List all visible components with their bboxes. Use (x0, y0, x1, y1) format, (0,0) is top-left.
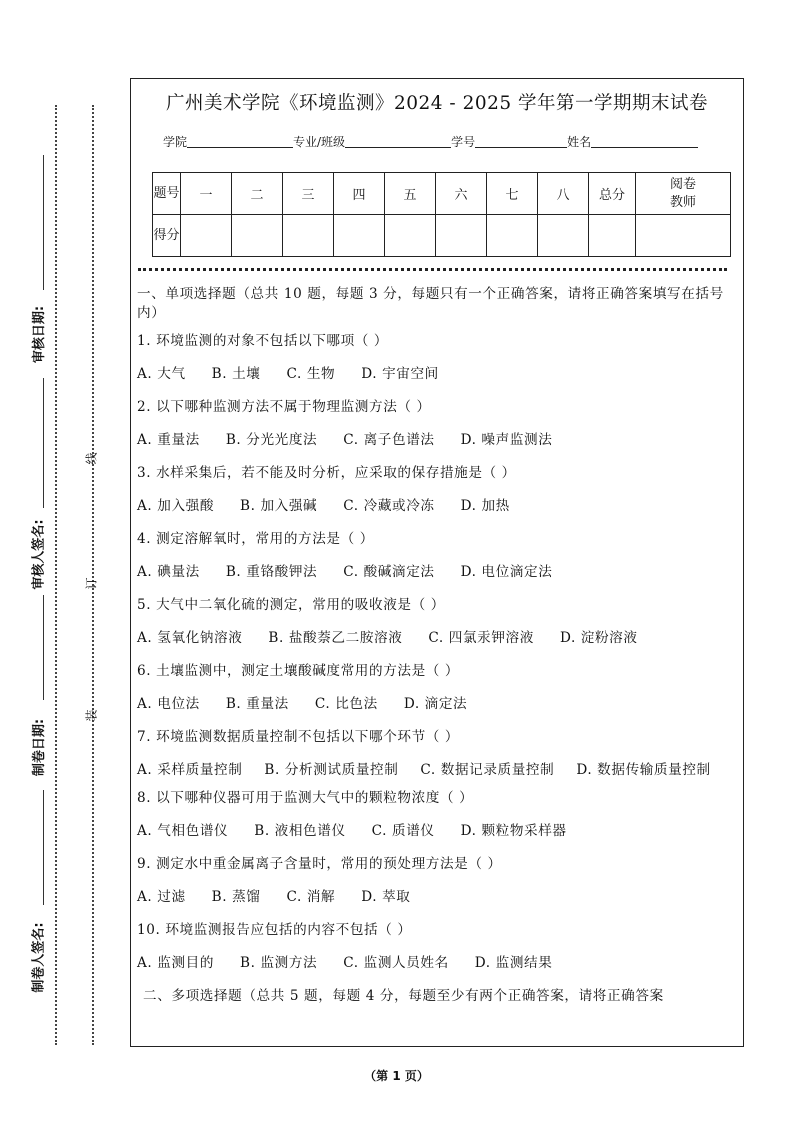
score-col-grader (636, 173, 731, 215)
option-b: B. 重铬酸钾法 (225, 564, 318, 580)
field-label-student-id: 学号 (451, 135, 476, 149)
option-d: D. 噪声监测法 (460, 432, 553, 448)
binding-mark-staple: 订 (84, 577, 99, 590)
score-cell[interactable] (232, 215, 283, 257)
signature-line (43, 155, 44, 290)
option-d: D. 数据传输质量控制 (576, 762, 711, 778)
college-blank[interactable] (187, 135, 293, 148)
exam-title: 广州美术学院《环境监测》2024 - 2025 学年第一学期期末试卷 (165, 93, 709, 114)
question-options (137, 563, 741, 596)
field-label-major-class: 专业/班级 (293, 135, 346, 149)
option-a: A. 电位法 (137, 696, 200, 712)
option-b: B. 监测方法 (240, 955, 318, 971)
score-col-total: 总分 (589, 173, 636, 215)
option-b: B. 盐酸萘乙二胺溶液 (268, 630, 403, 646)
option-c: C. 四氯汞钾溶液 (428, 630, 534, 646)
question-text: 7. 环境监测数据质量控制不包括以下哪个环节（ ） (137, 729, 460, 745)
option-c: C. 质谱仪 (371, 823, 435, 839)
exam-content (137, 285, 741, 1020)
question-options (137, 431, 741, 464)
signature-line (43, 378, 44, 508)
question-text: 1. 环境监测的对象不包括以下哪项（ ） (137, 333, 389, 349)
score-col-1: 一 (181, 173, 232, 215)
option-a: A. 大气 (137, 366, 186, 382)
question-list (137, 332, 741, 987)
option-c: C. 消解 (286, 889, 336, 905)
signature-line (43, 790, 44, 905)
option-b: B. 重量法 (225, 696, 289, 712)
score-cell[interactable] (487, 215, 538, 257)
score-cell[interactable] (636, 215, 731, 257)
option-b: B. 蒸馏 (211, 889, 261, 905)
option-c: C. 数据记录质量控制 (420, 762, 555, 778)
question-text: 4. 测定溶解氧时，常用的方法是（ ） (137, 531, 374, 547)
dotted-separator (138, 268, 727, 271)
score-col-7: 七 (487, 173, 538, 215)
score-col-5: 五 (385, 173, 436, 215)
section2-heading: 二、多项选择题（总共 5 题，每题 4 分，每题至少有两个正确答案，请将正确答案 (143, 988, 664, 1004)
grader-label: 阅卷教师 (669, 176, 696, 210)
reviewer-signature-label: 审核人签名: (31, 519, 47, 590)
question-options (137, 822, 741, 855)
option-a: A. 氢氧化钠溶液 (137, 630, 243, 646)
score-col-6: 六 (436, 173, 487, 215)
option-c: C. 监测人员姓名 (343, 955, 449, 971)
score-col-3: 三 (283, 173, 334, 215)
score-row2-label: 得分 (153, 215, 181, 257)
option-c: C. 生物 (286, 366, 336, 382)
score-cell[interactable] (181, 215, 232, 257)
student-info-row (163, 133, 698, 150)
binding-dotted-line-right (92, 105, 94, 1045)
option-d: D. 电位滴定法 (460, 564, 553, 580)
score-col-4: 四 (334, 173, 385, 215)
option-a: A. 碘量法 (137, 564, 200, 580)
question-options (137, 497, 741, 530)
option-d: D. 滴定法 (403, 696, 468, 712)
score-cell[interactable] (538, 215, 589, 257)
option-a: A. 气相色谱仪 (137, 823, 229, 839)
option-a: A. 加入强酸 (137, 498, 215, 514)
option-b: B. 分光光度法 (225, 432, 318, 448)
question-text: 2. 以下哪种监测方法不属于物理监测方法（ ） (137, 399, 431, 415)
question-text: 3. 水样采集后，若不能及时分析，应采取的保存措施是（ ） (137, 465, 516, 481)
score-cell[interactable] (436, 215, 487, 257)
question-options (137, 761, 741, 780)
question-text: 6. 土壤监测中，测定土壤酸碱度常用的方法是（ ） (137, 663, 460, 679)
option-d: D. 监测结果 (474, 955, 553, 971)
binding-mark-bind: 装 (84, 709, 99, 722)
field-label-name: 姓名 (567, 135, 592, 149)
score-col-2: 二 (232, 173, 283, 215)
option-a: A. 监测目的 (137, 955, 215, 971)
binding-dotted-line-left (55, 105, 57, 1045)
option-c: C. 冷藏或冷冻 (343, 498, 435, 514)
score-cell[interactable] (283, 215, 334, 257)
option-b: B. 液相色谱仪 (254, 823, 346, 839)
question-text: 9. 测定水中重金属离子含量时，常用的预处理方法是（ ） (137, 856, 502, 872)
review-date-label: 审核日期: (32, 305, 48, 364)
name-blank[interactable] (591, 135, 698, 148)
option-c: C. 比色法 (314, 696, 378, 712)
option-c: C. 离子色谱法 (343, 432, 435, 448)
student-id-blank[interactable] (475, 135, 567, 148)
paper-date-label: 制卷日期: (32, 718, 48, 777)
option-b: B. 加入强碱 (240, 498, 318, 514)
option-d: D. 颗粒物采样器 (460, 823, 567, 839)
question-options (137, 888, 741, 921)
signature-line (43, 595, 44, 700)
score-cell[interactable] (589, 215, 636, 257)
paper-maker-signature-label: 制卷人签名: (31, 922, 47, 993)
option-b: B. 土壤 (211, 366, 261, 382)
option-c: C. 酸碱滴定法 (343, 564, 435, 580)
exam-frame (130, 78, 744, 1047)
question-options (137, 954, 741, 987)
score-table (152, 172, 731, 257)
option-d: D. 宇宙空间 (361, 366, 439, 382)
option-a: A. 重量法 (137, 432, 200, 448)
binding-mark-line: 线 (84, 452, 99, 465)
option-d: D. 淀粉溶液 (559, 630, 638, 646)
score-row1-label: 题号 (153, 173, 181, 215)
option-a: A. 采样质量控制 (137, 762, 243, 778)
section1-heading: 一、单项选择题（总共 10 题，每题 3 分，每题只有一个正确答案，请将正确答案填写在括号内） (137, 286, 724, 321)
option-a: A. 过滤 (137, 889, 186, 905)
field-label-college: 学院 (163, 135, 188, 149)
question-text: 10. 环境监测报告应包括的内容不包括（ ） (137, 922, 412, 938)
major-class-blank[interactable] (345, 135, 451, 148)
question-options (137, 365, 741, 398)
option-d: D. 加热 (460, 498, 510, 514)
question-text: 8. 以下哪种仪器可用于监测大气中的颗粒物浓度（ ） (137, 790, 474, 806)
score-col-8: 八 (538, 173, 589, 215)
score-cell[interactable] (334, 215, 385, 257)
score-cell[interactable] (385, 215, 436, 257)
question-options (137, 629, 741, 662)
option-d: D. 萃取 (361, 889, 411, 905)
question-text: 5. 大气中二氧化硫的测定，常用的吸收液是（ ） (137, 597, 445, 613)
binding-margin (0, 0, 125, 1060)
question-options (137, 695, 741, 728)
option-b: B. 分析测试质量控制 (264, 762, 399, 778)
page-footer: （第 1 页） (364, 1069, 429, 1083)
